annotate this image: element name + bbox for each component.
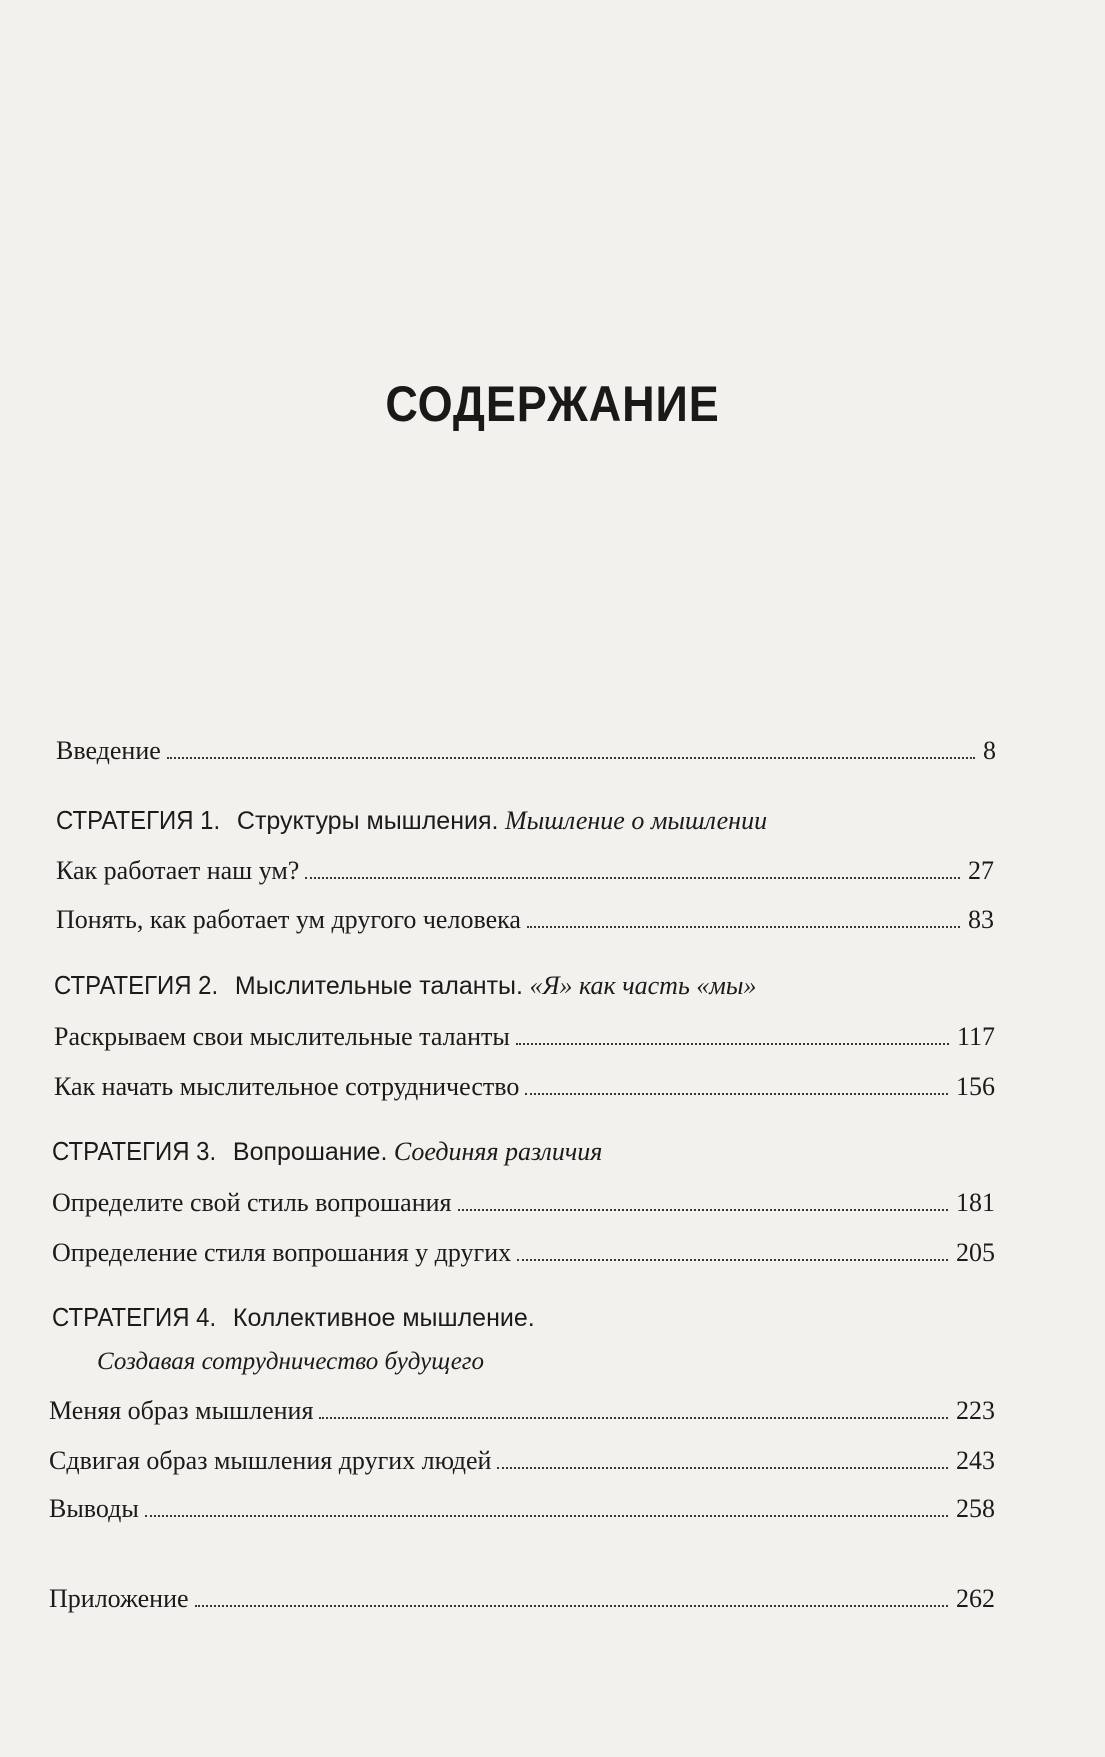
toc-page-number: 117 [956, 1022, 995, 1051]
toc-entry[interactable] [56, 858, 994, 884]
toc-entry-label: Определите свой стиль вопрошания [52, 1188, 452, 1217]
toc-page-number: 262 [956, 1584, 995, 1613]
strategy-2-heading[interactable] [54, 972, 756, 999]
page-title: СОДЕРЖАНИЕ [385, 376, 720, 432]
strategy-4-heading[interactable] [52, 1304, 535, 1331]
toc-page-number: 205 [956, 1238, 995, 1267]
dot-leader [517, 1259, 948, 1261]
strategy-subtitle: Соединяя различия [393, 1137, 603, 1166]
strategy-title: Вопрошание. [232, 1138, 388, 1166]
strategy-4-subtitle: Создавая сотрудничество будущего [97, 1348, 485, 1375]
dot-leader [516, 1043, 949, 1045]
strategy-1-heading[interactable] [56, 807, 767, 834]
toc-entry[interactable] [49, 1398, 995, 1424]
toc-entry-conclusions[interactable] [49, 1496, 995, 1522]
toc-entry[interactable] [52, 1240, 995, 1266]
toc-page-number: 243 [956, 1446, 995, 1475]
toc-page-number: 27 [968, 856, 994, 885]
toc-entry[interactable] [52, 1190, 995, 1216]
toc-page-number: 83 [968, 905, 994, 934]
toc-entry-label: Определение стиля вопрошания у других [52, 1238, 512, 1267]
toc-entry[interactable] [49, 1448, 995, 1474]
toc-page-number: 8 [983, 736, 996, 765]
dot-leader [145, 1515, 948, 1517]
toc-entry-label: Понять, как работает ум другого человека [56, 905, 521, 934]
dot-leader [527, 926, 960, 928]
toc-entry[interactable] [54, 1074, 995, 1100]
toc-entry-label: Выводы [49, 1494, 139, 1523]
strategy-subtitle: Мышление о мышлении [504, 806, 768, 835]
dot-leader [458, 1209, 948, 1211]
dot-leader [497, 1467, 948, 1469]
toc-entry-appendix[interactable] [49, 1586, 995, 1612]
strategy-title: Структуры мышления. [236, 807, 499, 835]
toc-page-number: 258 [956, 1494, 995, 1523]
toc-entry-label: Меняя образ мышления [49, 1396, 314, 1425]
toc-page-number: 156 [956, 1072, 995, 1101]
strategy-subtitle: «Я» как часть «мы» [529, 971, 757, 1000]
dot-leader [305, 877, 960, 879]
toc-entry-label: Как начать мыслительное сотрудничество [54, 1072, 520, 1101]
toc-entry-label: Введение [56, 736, 161, 765]
toc-entry-label: Приложение [49, 1584, 189, 1613]
toc-entry[interactable] [54, 1024, 995, 1050]
strategy-tag: СТРАТЕГИЯ 1. [56, 805, 221, 835]
toc-entry-label: Раскрываем свои мыслительные таланты [54, 1022, 510, 1051]
strategy-title: Коллективное мышление. [232, 1304, 535, 1332]
strategy-3-heading[interactable] [52, 1138, 602, 1165]
strategy-tag: СТРАТЕГИЯ 3. [52, 1136, 217, 1166]
toc-entry-label: Как работает наш ум? [56, 856, 300, 885]
strategy-tag: СТРАТЕГИЯ 2. [54, 970, 219, 1000]
toc-page-number: 181 [956, 1188, 995, 1217]
dot-leader [167, 757, 975, 759]
toc-entry-label: Сдвигая образ мышления других людей [49, 1446, 492, 1475]
toc-page-number: 223 [956, 1396, 995, 1425]
dot-leader [525, 1093, 948, 1095]
toc-entry-intro[interactable] [56, 738, 996, 764]
dot-leader [195, 1605, 948, 1607]
dot-leader [319, 1417, 948, 1419]
strategy-tag: СТРАТЕГИЯ 4. [52, 1302, 217, 1332]
strategy-title: Мыслительные таланты. [234, 972, 523, 1000]
toc-entry[interactable] [56, 907, 994, 933]
